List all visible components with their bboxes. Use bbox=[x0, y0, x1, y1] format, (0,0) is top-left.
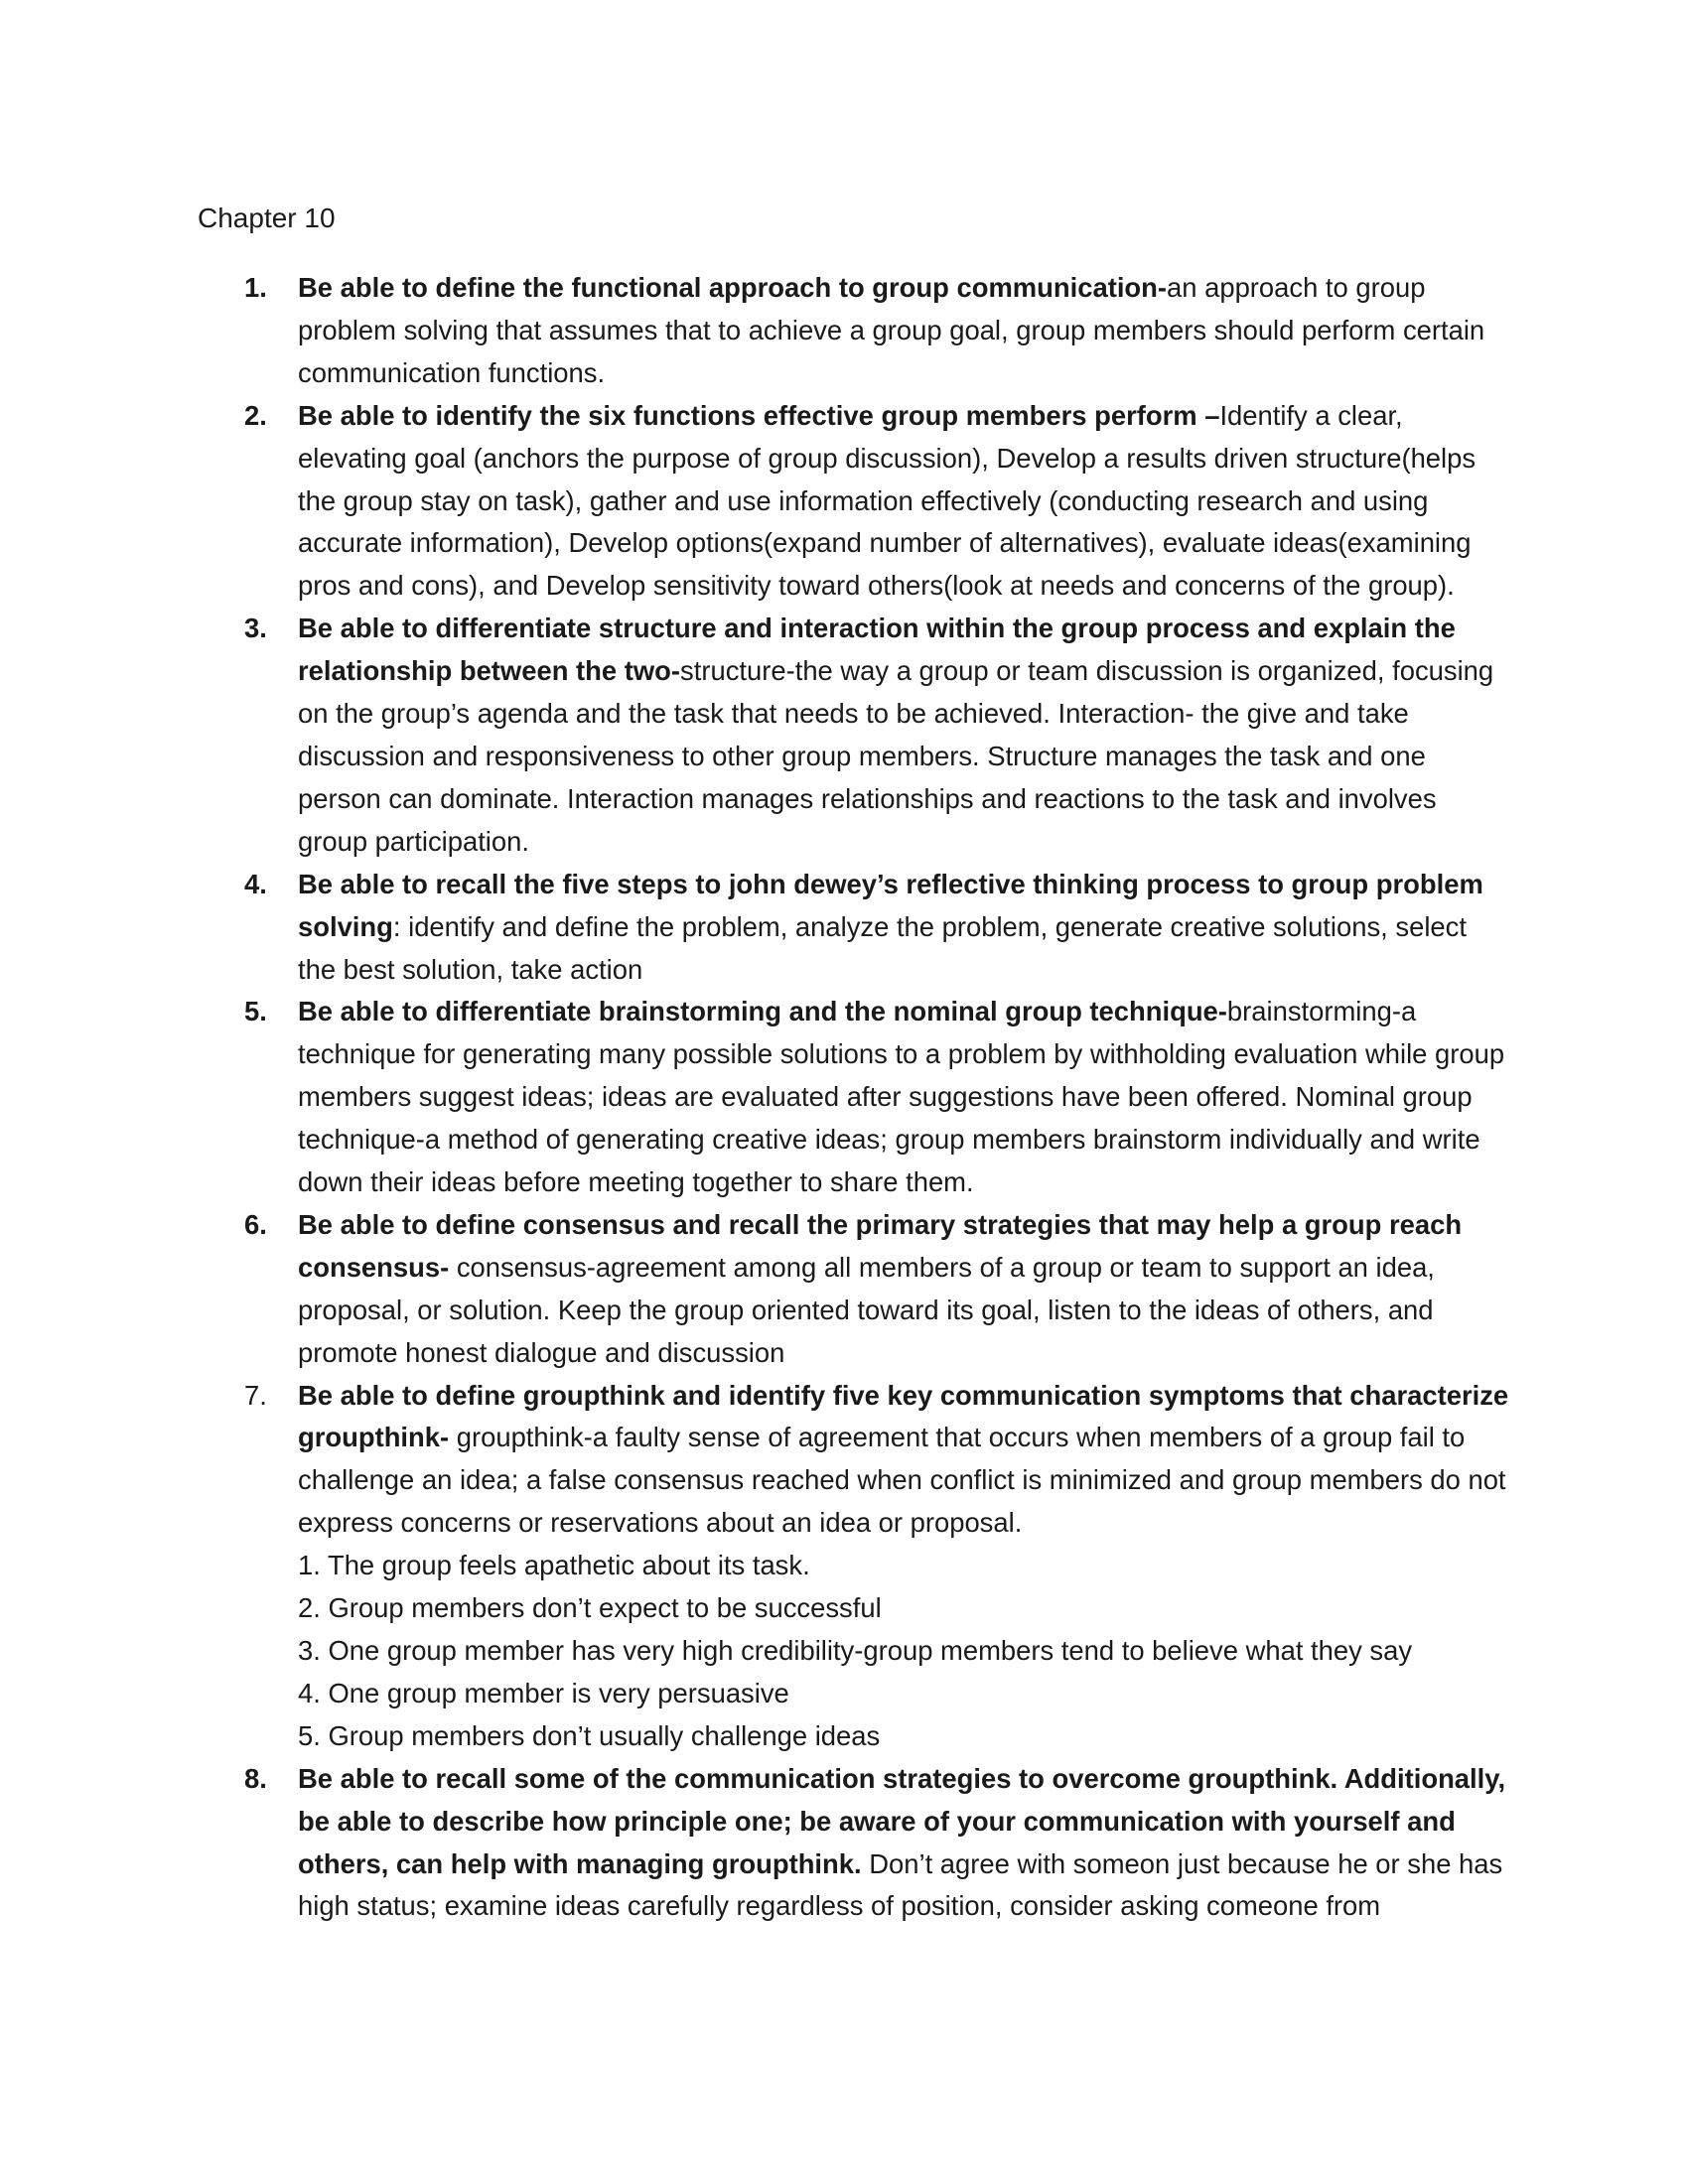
question-answer: structure-the way a group or team discussion is organized, focusing on the group’s agenda and the task that needs to be achieved. Interaction- the give and take discussion and responsiveness to other group members. Structure manages the task and one person can dominate. Interaction manages relationships and reactions to the task and involves group participation. bbox=[298, 655, 1494, 857]
question-item-5 bbox=[0, 991, 1688, 1204]
question-body bbox=[298, 864, 1509, 992]
question-number: 4. bbox=[244, 868, 267, 899]
question-number: 7. bbox=[244, 1379, 267, 1411]
question-answer: groupthink-a faulty sense of agreement that occurs when members of a group fail to challenge an idea; a false consensus reached when conflict is minimized and group members do not express concerns or reservations about an idea or proposal. bbox=[298, 1422, 1506, 1539]
question-item-6 bbox=[0, 1204, 1688, 1375]
question-body bbox=[298, 1204, 1509, 1375]
question-item-4 bbox=[0, 864, 1688, 992]
question-number: 6. bbox=[244, 1208, 267, 1240]
question-body bbox=[298, 608, 1509, 863]
symptom-item: 5. Group members don’t usually challenge ideas bbox=[298, 1719, 881, 1751]
question-number: 3. bbox=[244, 613, 267, 644]
question-item-8 bbox=[0, 1758, 1688, 1929]
symptom-item: 4. One group member is very persuasive bbox=[298, 1677, 789, 1708]
symptom-item: 3. One group member has very high credibility-group members tend to believe what they say bbox=[298, 1635, 1413, 1666]
question-prompt: Be able to differentiate brainstorming and the nominal group technique- bbox=[298, 996, 1227, 1027]
chapter-heading: Chapter 10 bbox=[198, 203, 336, 233]
question-item-3 bbox=[0, 608, 1688, 863]
study-question-list bbox=[0, 267, 1688, 1928]
question-number: 1. bbox=[244, 272, 267, 303]
question-prompt: Be able to recall the five steps to john dewey’s reflective thinking process to group problem solving bbox=[298, 868, 1483, 942]
groupthink-symptom-list bbox=[298, 1545, 1509, 1758]
question-prompt: Be able to define the functional approach to group communication- bbox=[298, 272, 1168, 303]
question-answer: Don’t agree with someon just because he or she has high status; examine ideas carefully regardless of position, consider asking comeone from bbox=[298, 1847, 1503, 1922]
question-item-2 bbox=[0, 395, 1688, 609]
question-body bbox=[298, 991, 1509, 1204]
question-answer: Identify a clear, elevating goal (anchors the purpose of group discussion), Develop a results driven structure(helps the group stay on task), gather and use information effectively (conducting research and using accurate information), Develop options(expand number of alternatives), evaluate ideas(examining pros and cons), and Develop sensitivity toward others(look at needs and concerns of the group). bbox=[298, 399, 1477, 602]
question-body bbox=[298, 395, 1509, 609]
question-prompt: Be able to recall some of the communication strategies to overcome groupthink. Additionally, be able to describe how principle one; be aware of your communication with yourself and others, can help with managing groupthink. bbox=[298, 1762, 1506, 1879]
symptom-item: 1. The group feels apathetic about its task. bbox=[298, 1550, 810, 1581]
symptom-item: 2. Group members don’t expect to be successful bbox=[298, 1592, 882, 1624]
question-number: 2. bbox=[244, 399, 267, 431]
question-answer: brainstorming-a technique for generating many possible solutions to a problem by withholding evaluation while group members suggest ideas; ideas are evaluated after suggestions have been offered. Nominal group technique-a method of generating creative ideas; group members brainstorm individually and write down their ideas before meeting together to share them. bbox=[298, 996, 1505, 1198]
question-item-1 bbox=[0, 267, 1688, 395]
question-prompt: Be able to differentiate structure and interaction within the group process and explain the relationship between the two- bbox=[298, 613, 1456, 687]
question-number: 5. bbox=[244, 996, 267, 1027]
question-item-7 bbox=[0, 1375, 1688, 1758]
question-body bbox=[298, 1375, 1509, 1758]
question-prompt: Be able to define groupthink and identify five key communication symptoms that characterize groupthink- bbox=[298, 1379, 1509, 1453]
question-prompt: Be able to identify the six functions effective group members perform – bbox=[298, 399, 1220, 431]
question-answer: an approach to group problem solving that assumes that to achieve a group goal, group members should perform certain communication functions. bbox=[298, 272, 1485, 388]
question-body bbox=[298, 267, 1509, 395]
question-prompt: Be able to define consensus and recall the primary strategies that may help a group reach consensus- bbox=[298, 1208, 1463, 1283]
question-answer: consensus-agreement among all members of a group or team to support an idea, proposal, or solution. Keep the group oriented toward its goal, listen to the ideas of others, and promote honest dialogue and discussion bbox=[298, 1251, 1435, 1368]
question-number: 8. bbox=[244, 1762, 267, 1794]
question-answer: : identify and define the problem, analyze the problem, generate creative solutions, select the best solution, take action bbox=[298, 910, 1467, 985]
question-body bbox=[298, 1758, 1509, 1929]
